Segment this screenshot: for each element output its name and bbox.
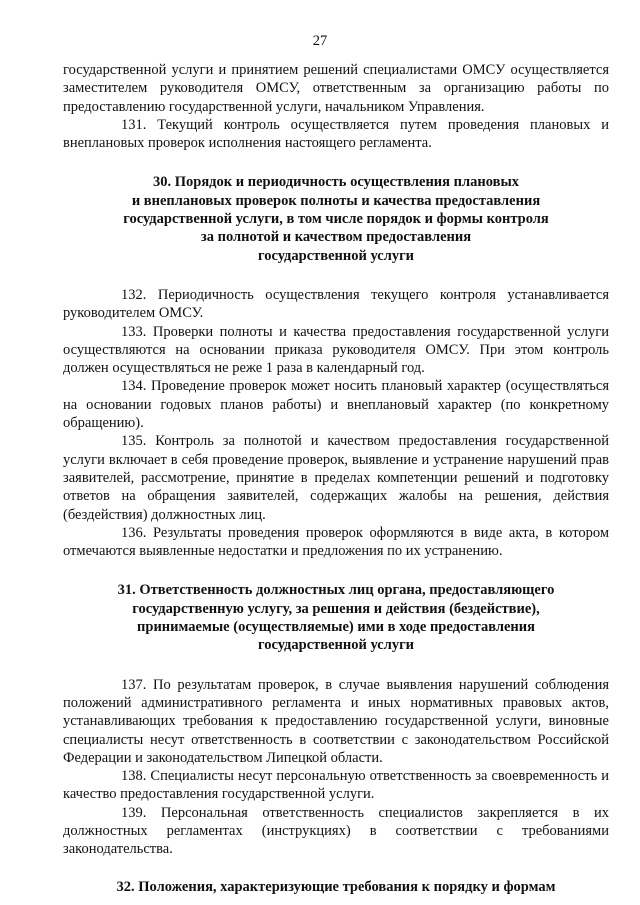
paragraph-136: 136. Результаты проведения проверок оформляются в виде акта, в котором отмечаются выявленные недостатки и предложения по их устранению. [63,524,609,560]
paragraph-138: 138. Специалисты несут персональную ответственность за своевременность и качество предоставления государственной услуги. [63,768,609,803]
heading-line: за полнотой и качеством предоставления [200,229,472,246]
heading-line: 31. Ответственность должностных лиц органа, предоставляющего [117,582,555,599]
paragraph-132: 132. Периодичность осуществления текущего контроля устанавливается руководителем ОМСУ. [63,286,609,322]
section-32-heading [63,878,609,896]
heading-line: государственную услугу, за решения и действия (бездействие), [132,600,540,617]
heading-line: государственной услуги [257,637,415,654]
page-content [63,61,609,896]
heading-line: и внеплановых проверок полноты и качества предоставления [131,192,541,209]
heading-line: государственной услуги, в том числе порядок и формы контроля [123,211,549,228]
heading-line: 30. Порядок и периодичность осуществления плановых [152,174,520,191]
paragraph-137: 137. По результатам проверок, в случае выявления нарушений соблюдения положений административного регламента и иных нормативных правовых актов, устанавливающих требования к предоставлению государственной услуги, виновные специалисты несут ответственность в соответствии с законодательством Российской Федерации и законодательством Липецкой области. [63,676,609,766]
section-30-heading [63,173,609,264]
heading-line: 32. Положения, характеризующие требования к порядку и формам [116,878,556,895]
heading-line: принимаемые (осуществляемые) ими в ходе предоставления [137,619,535,636]
paragraph-131: 131. Текущий контроль осуществляется путем проведения плановых и внеплановых проверок исполнения настоящего регламента. [63,116,609,152]
paragraph-135: 135. Контроль за полнотой и качеством предоставления государственной услуги включает в себя проведение проверок, выявление и устранение нарушений прав заявителей, рассмотрение, принятие в пределах компетенции решений и подготовку ответов на обращения заявителей, содержащих жалобы на решения, действия (бездействия) должностных лиц. [63,433,609,523]
page-number: 27 [312,33,328,49]
paragraph-133: 133. Проверки полноты и качества предоставления государственной услуги осуществляются на основании приказа руководителя ОМСУ. При этом контроль должен осуществляться не реже 1 раза в календарный год. [63,323,609,377]
heading-line: государственной услуги [257,247,415,264]
paragraph-134: 134. Проведение проверок может носить плановый характер (осуществляться на основании годовых планов работы) и внеплановый характер (по конкретному обращению). [63,378,609,432]
paragraph-139: 139. Персональная ответственность специалистов закрепляется в их должностных регламентах (инструкциях) в соответствии с требованиями законодательства. [63,804,609,858]
section-31-heading [63,581,609,654]
paragraph-continuation: государственной услуги и принятием решений специалистами ОМСУ осуществляется заместителем руководителя ОМСУ, ответственным за организацию работы по предоставлению государственной услуги, начальником Управления. [63,62,609,115]
